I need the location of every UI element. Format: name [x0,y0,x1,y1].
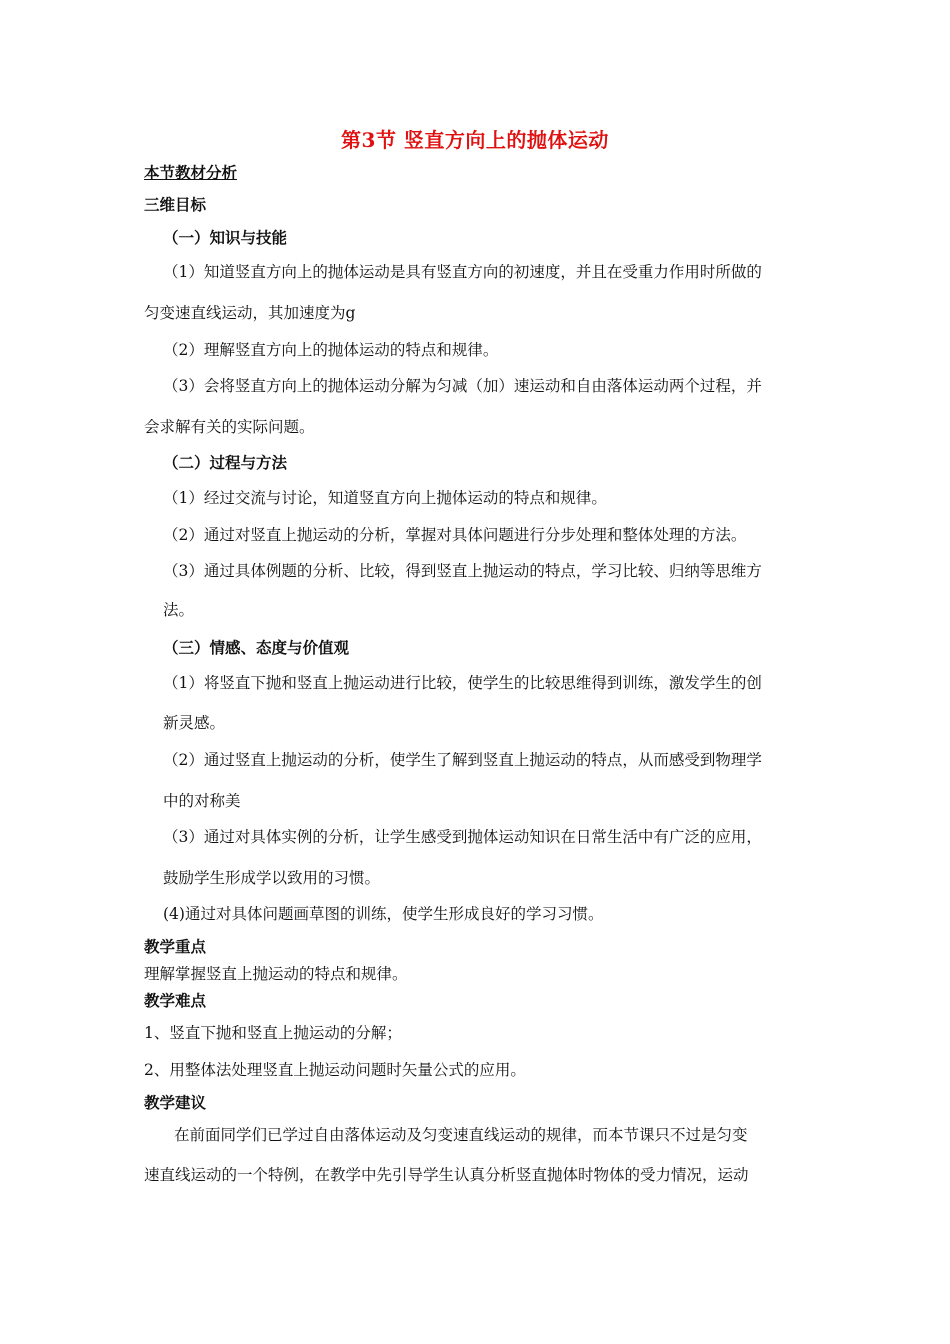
process-item-3-line-2: 法。 [163,601,195,619]
emotion-item-4: (4)通过对具体问题画草图的训练，使学生形成良好的学习习惯。 [163,905,604,923]
goals-heading: 三维目标 [144,195,207,214]
emotion-item-2-line-1: （2）通过竖直上抛运动的分析，使学生了解到竖直上抛运动的特点，从而感受到物理学 [163,751,762,769]
suggestions-line-2: 速直线运动的一个特例，在教学中先引导学生认真分析竖直抛体时物体的受力情况，运动 [144,1166,749,1184]
emotion-item-3-line-2: 鼓励学生形成学以致用的习惯。 [163,869,381,887]
difficulties-item-2: 2、用整体法处理竖直上抛运动问题时矢量公式的应用。 [144,1061,526,1079]
suggestions-line-1: 在前面同学们已学过自由落体运动及匀变速直线运动的规律，而本节课只不过是匀变 [174,1126,748,1144]
knowledge-item-3-line-1: （3）会将竖直方向上的抛体运动分解为匀减（加）速运动和自由落体运动两个过程，并 [163,377,762,395]
knowledge-heading: （一）知识与技能 [163,228,288,247]
emotion-heading: （三）情感、态度与价值观 [163,638,350,657]
knowledge-item-2: （2）理解竖直方向上的抛体运动的特点和规律。 [163,341,499,359]
emotion-item-1-line-1: （1）将竖直下抛和竖直上抛运动进行比较，使学生的比较思维得到训练，激发学生的创 [163,674,762,692]
section-analysis-heading: 本节教材分析 [144,163,238,182]
emotion-item-3-line-1: （3）通过对具体实例的分析，让学生感受到抛体运动知识在日常生活中有广泛的应用， [163,828,762,846]
difficulties-item-1: 1、竖直下抛和竖直上抛运动的分解； [144,1024,402,1042]
key-points-text: 理解掌握竖直上抛运动的特点和规律。 [144,965,408,983]
knowledge-item-1-line-2: 匀变速直线运动，其加速度为g [144,304,356,322]
emotion-item-1-line-2: 新灵感。 [163,714,226,732]
page-title: 第3节 竖直方向上的抛体运动 [341,128,609,152]
process-item-1: （1）经过交流与讨论，知道竖直方向上抛体运动的特点和规律。 [163,489,607,507]
knowledge-item-1-line-1: （1）知道竖直方向上的抛体运动是具有竖直方向的初速度，并且在受重力作用时所做的 [163,263,762,281]
difficulties-heading: 教学难点 [144,991,207,1010]
suggestions-heading: 教学建议 [144,1093,207,1112]
emotion-item-2-line-2: 中的对称美 [163,792,241,810]
process-item-3-line-1: （3）通过具体例题的分析、比较，得到竖直上抛运动的特点，学习比较、归纳等思维方 [163,562,762,580]
knowledge-item-3-line-2: 会求解有关的实际问题。 [144,418,315,436]
process-heading: （二）过程与方法 [163,453,288,472]
process-item-2: （2）通过对竖直上抛运动的分析，掌握对具体问题进行分步处理和整体处理的方法。 [163,526,747,544]
key-points-heading: 教学重点 [144,937,207,956]
